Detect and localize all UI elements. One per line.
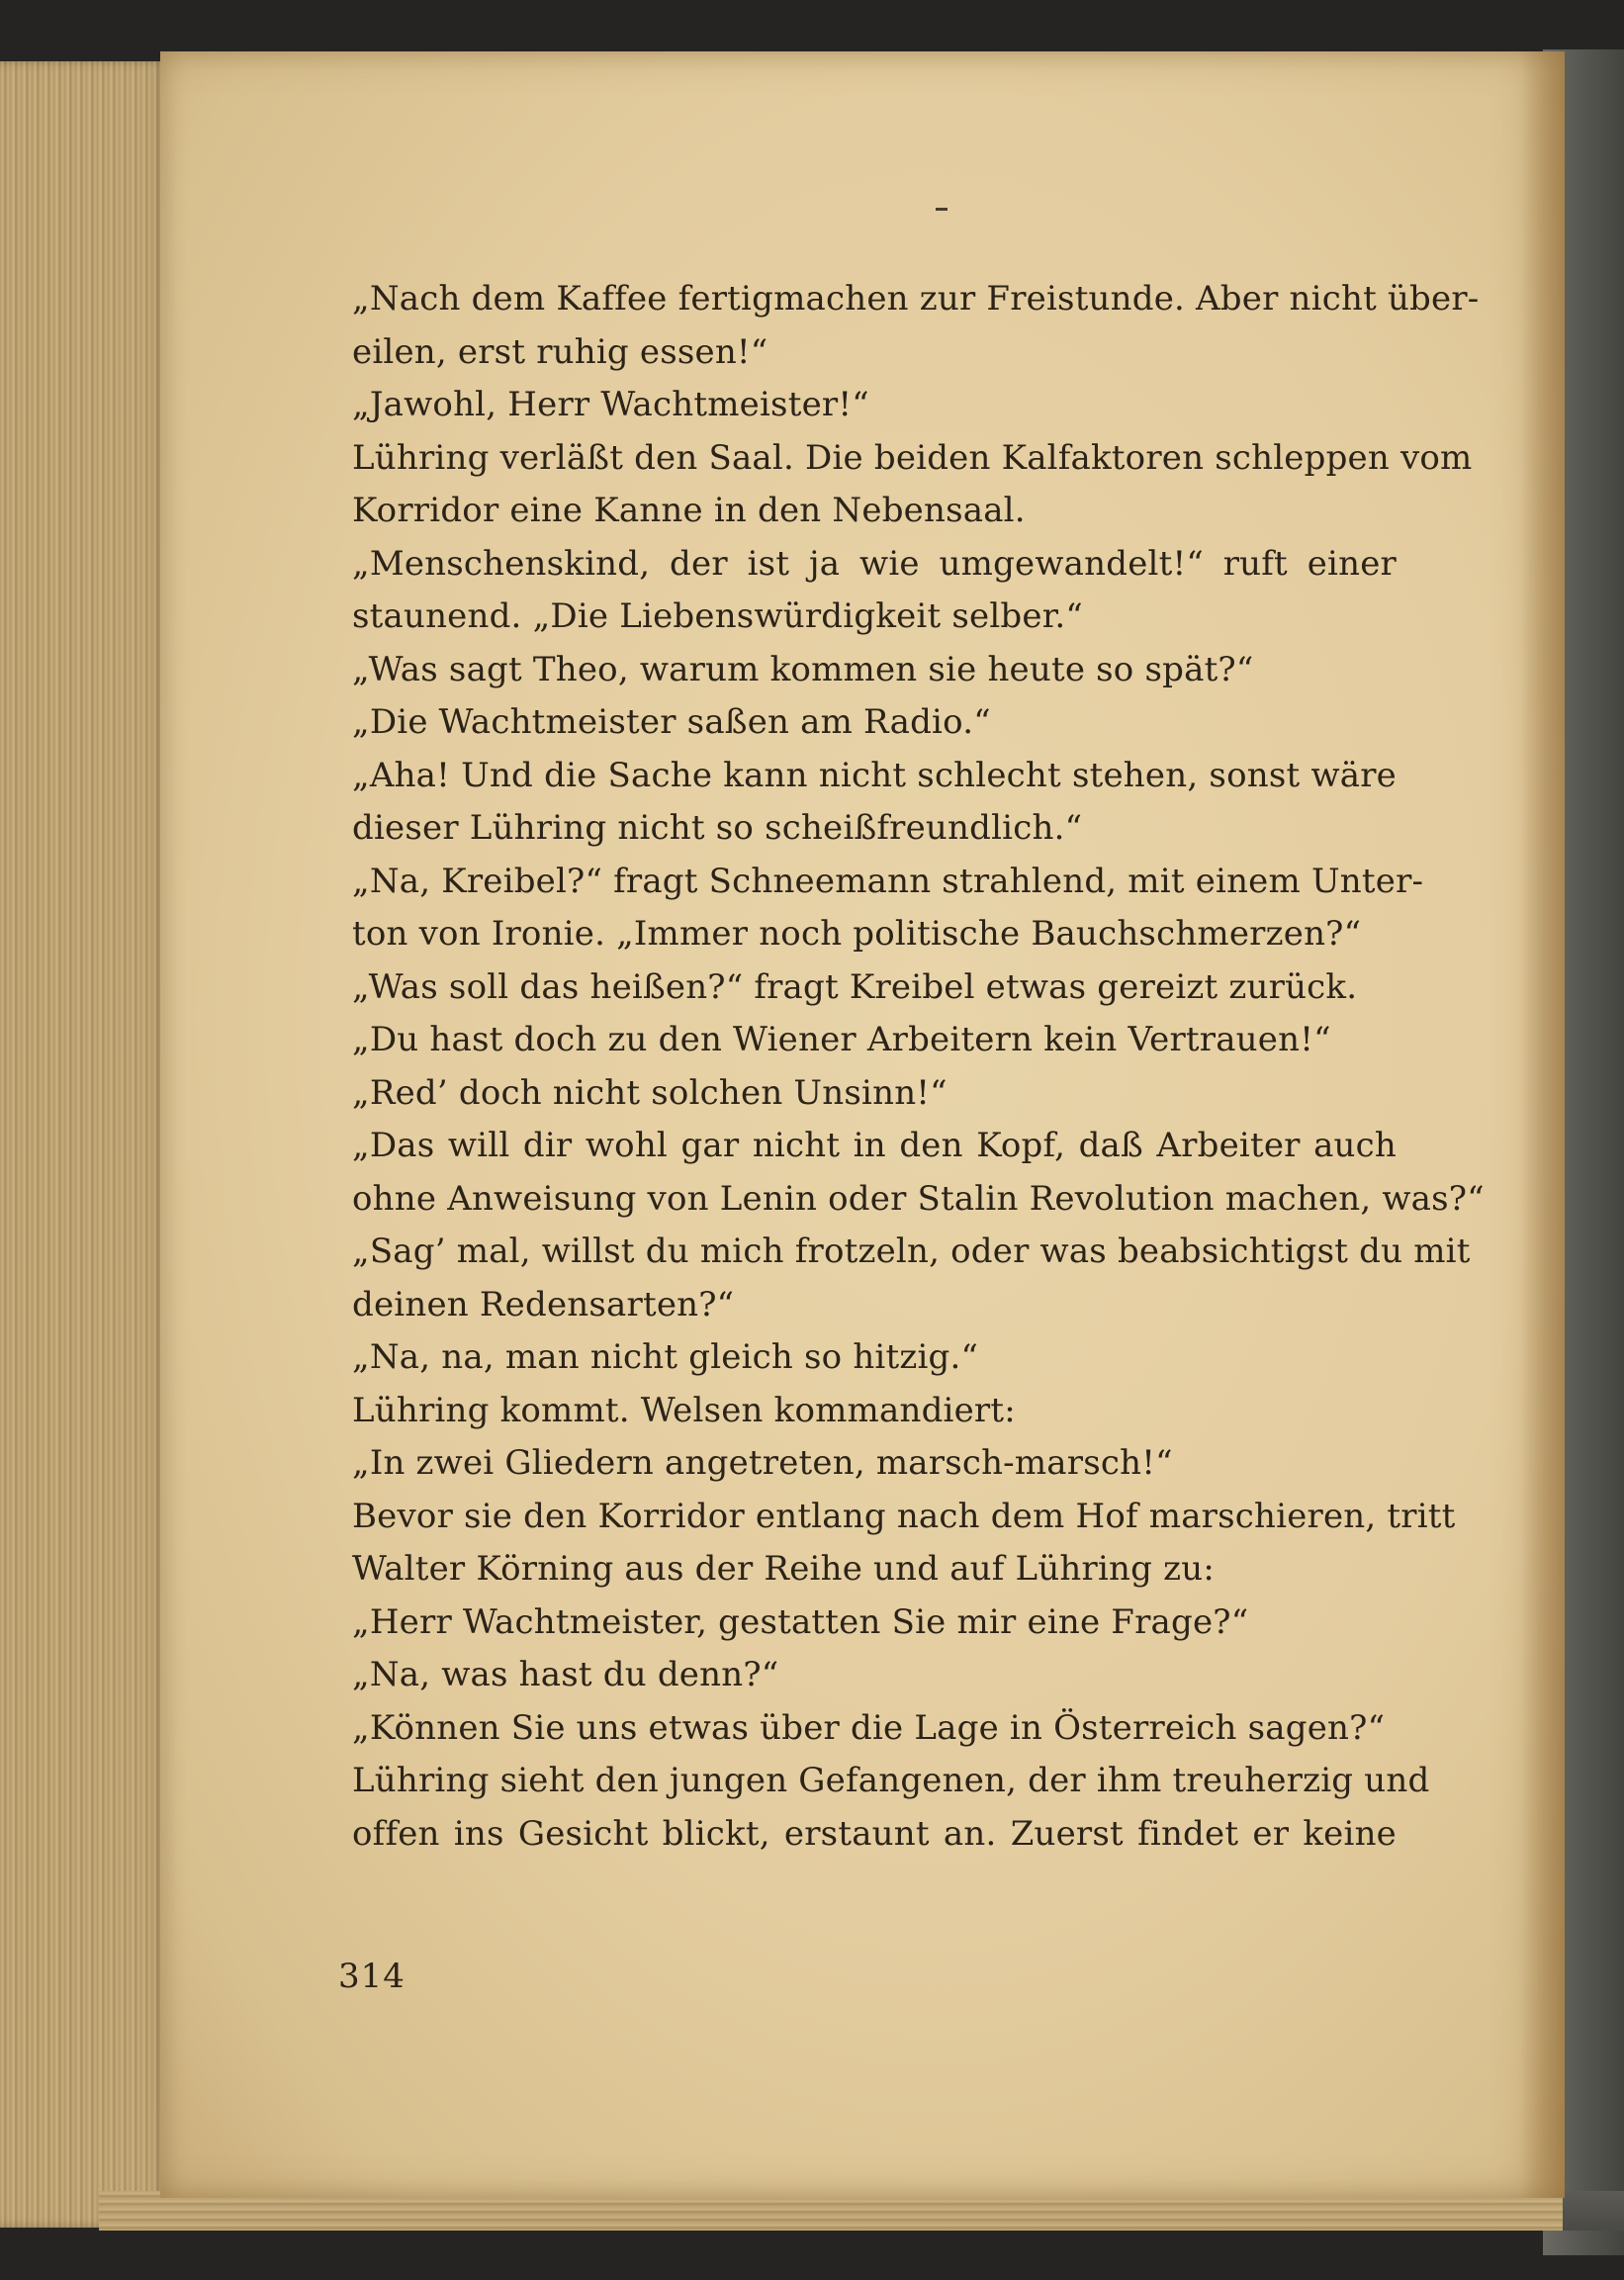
text-line: deinen Redensarten?“ [352,1284,735,1324]
text-line: Korridor eine Kanne in den Nebensaal. [352,491,1026,530]
text-line: „Was sagt Theo, warum kommen sie heute so spät?“ [352,649,1254,689]
text-line: „Na, Kreibel?“ fragt Schneemann strahlend, mit einem Unter- [352,861,1424,901]
text-line: „Das will dir wohl gar nicht in den Kopf, daß Arbeiter auch [352,1126,1397,1165]
text-line: ton von Ironie. „Immer noch politische Bauchschmerzen?“ [352,914,1362,954]
header-mark [936,208,947,211]
body-text [352,273,1485,1861]
text-line: Lühring sieht den jungen Gefangenen, der ihm treuherzig und [352,1761,1430,1800]
text-line: „Red’ doch nicht solchen Unsinn!“ [352,1072,947,1113]
page-number: 314 [338,1957,406,1996]
text-line: „Die Wachtmeister saßen am Radio.“ [352,702,991,742]
text-line: „Aha! Und die Sache kann nicht schlecht stehen, sonst wäre [352,755,1397,795]
text-line: Bevor sie den Korridor entlang nach dem Hof marschieren, tritt [352,1496,1456,1536]
text-line: staunend. „Die Liebenswürdigkeit selber.“ [352,596,1084,636]
text-line: „Na, na, man nicht gleich so hitzig.“ [352,1337,979,1377]
text-line: Lühring kommt. Welsen kommandiert: [352,1390,1016,1430]
text-line: eilen, erst ruhig essen!“ [352,331,768,372]
page-gutter-shadow [1521,51,1565,2198]
text-line: offen ins Gesicht blickt, erstaunt an. Zuerst findet er keine [352,1813,1397,1854]
text-line: ohne Anweisung von Lenin oder Stalin Revolution machen, was?“ [352,1178,1485,1219]
text-line: „Menschenskind, der ist ja wie umgewandelt!“ ruft einer [352,543,1397,584]
text-line: Walter Körning aus der Reihe und auf Lühring zu: [352,1549,1215,1589]
text-line: „Können Sie uns etwas über die Lage in Österreich sagen?“ [352,1707,1386,1748]
text-line: „Sag’ mal, willst du mich frotzeln, oder was beabsichtigst du mit [352,1231,1471,1271]
text-line: Lühring verläßt den Saal. Die beiden Kalfaktoren schleppen vom [352,437,1473,478]
text-line: „Na, was hast du denn?“ [352,1655,779,1694]
text-line: dieser Lühring nicht so scheißfreundlich.“ [352,808,1083,848]
text-line: „Nach dem Kaffee fertigmachen zur Freistunde. Aber nicht über- [352,279,1480,319]
text-line: „Du hast doch zu den Wiener Arbeitern kein Vertrauen!“ [352,1020,1331,1059]
page-stack-left [0,61,166,2228]
text-line: „Jawohl, Herr Wachtmeister!“ [352,385,869,424]
text-line: „Herr Wachtmeister, gestatten Sie mir eine Frage?“ [352,1601,1249,1642]
text-line: „Was soll das heißen?“ fragt Kreibel etwas gereizt zurück. [352,966,1358,1007]
text-line: „In zwei Gliedern angetreten, marsch-marsch!“ [352,1443,1173,1483]
